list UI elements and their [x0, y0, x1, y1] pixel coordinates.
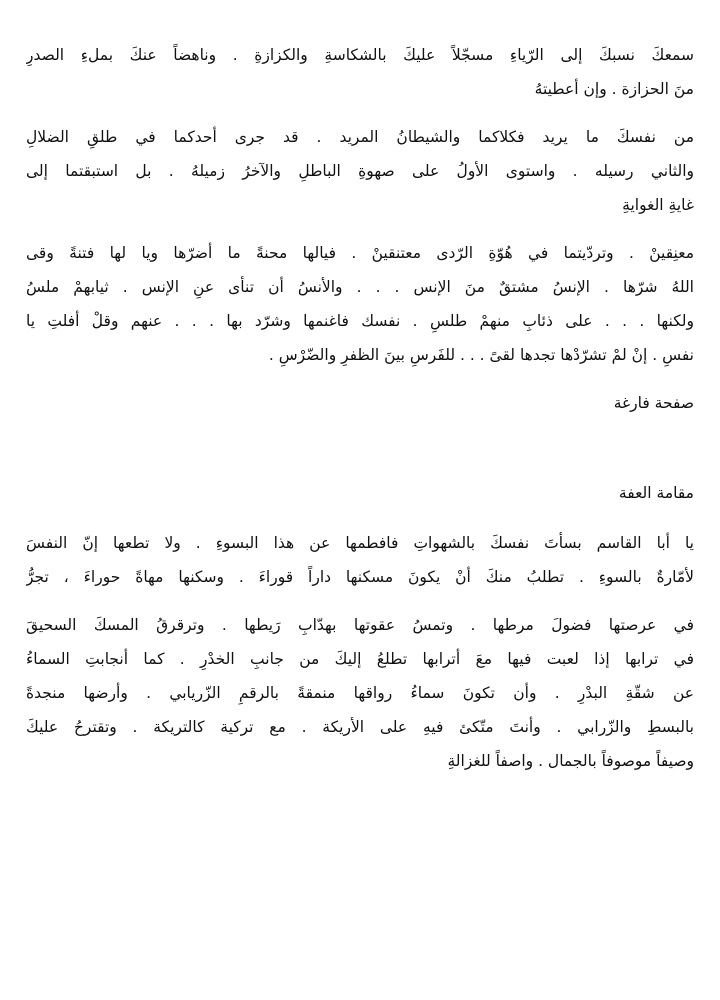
paragraph-1	[26, 38, 694, 106]
paragraph-spacer	[26, 222, 694, 236]
text-line: معنِقينْ . وتردّيتما في هُوّةِ الرّدى معتنقينْ . فيالها محنةً ما أضرّها ويا لها فتنةً وقى	[26, 244, 694, 262]
text-line: عن شقّةِ البدْرِ . وأن تكونَ سماءُ رواقها منمقةً بالرقمِ الزّريابي . وأرضها منجدةً	[26, 684, 694, 702]
text-line: في ترابها إذا لعبت فيها معَ أترابها تطلعُ إليكَ من جانبِ الخدْرِ . كما أنجابتِ السماءُ	[26, 650, 694, 668]
section-title: مقامة العفة	[618, 484, 694, 502]
text-line: ولكنها . . . على ذئابِ منهمْ طلسِ . نفسك فاغنمها وشرّد بها . . . عنهم وقلْ أفلتِ يا	[26, 312, 694, 330]
paragraph-5	[26, 608, 694, 778]
paragraph-spacer	[26, 594, 694, 608]
section-spacer	[26, 420, 694, 476]
paragraph-4	[26, 526, 694, 594]
text-line: غايةِ الغوايةِ	[622, 196, 694, 214]
text-line: لأمّارةٌ بالسوءِ . تطلبُ منكَ أنْ يكونَ مسكنها داراً قوراءَ . وسكنها مهاةً حوراءَ ، تجرُّ	[26, 568, 694, 586]
text-line: بالبسطِ والزّرابي . وأنتَ متّكئ فيهِ على الأريكة . مع تركية كالتريكة . وتقترحُ عليكَ	[26, 718, 694, 736]
paragraph-2	[26, 120, 694, 222]
text-line: يا أبا القاسم بسأتَ نفسكَ بالشهواتِ فافطمها عن هذا البسوءِ . ولا تطعها إنّ النفسَ	[26, 534, 694, 552]
text-line: وصيفاً موصوفاً بالجمال . واصفاً للغزالةِ	[447, 752, 694, 770]
paragraph-spacer	[26, 106, 694, 120]
paragraph-spacer	[26, 510, 694, 526]
paragraph-3	[26, 236, 694, 372]
text-line: من نفسكَ ما يريد فكلاكما والشيطانُ المريد . قد جرى أحدكما في طلقِ الضلالِ	[26, 128, 694, 146]
blank-page-note: صفحة فارغة	[613, 394, 694, 412]
text-line: نفسِ . إنْ لمْ تشرّدْها تجدها لقىً . . . للفَرسِ بينَ الظفرِ والضّرْسِ .	[268, 346, 694, 364]
text-line: في عرصتها فضولَ مرطها . وتمسُ عقوتها بهدّابِ رَيطها . وترقرقُ المسكَ السحيقَ	[26, 616, 694, 634]
text-line: سمعكَ نسبكَ إلى الرّياءِ مسجّلاً عليكَ بالشكاسةِ والكزازةِ . وناهضاً عنكَ بملءِ الصدرِ	[26, 46, 694, 64]
text-line: والثاني رسيله . واستوى الأولُ على صهوةِ الباطلِ والآخرُ زميلهُ . بل استبقتما إلى	[26, 162, 694, 180]
paragraph-spacer	[26, 372, 694, 386]
text-line: منَ الحزازة . وإن أعطيتهُ	[534, 80, 694, 98]
text-line: اللهُ شرّها . الإنسُ مشتقٌ منَ الإنس . . . والأنسُ أن تنأى عنِ الإنس . ثيابهمْ ملسُ	[26, 278, 694, 296]
